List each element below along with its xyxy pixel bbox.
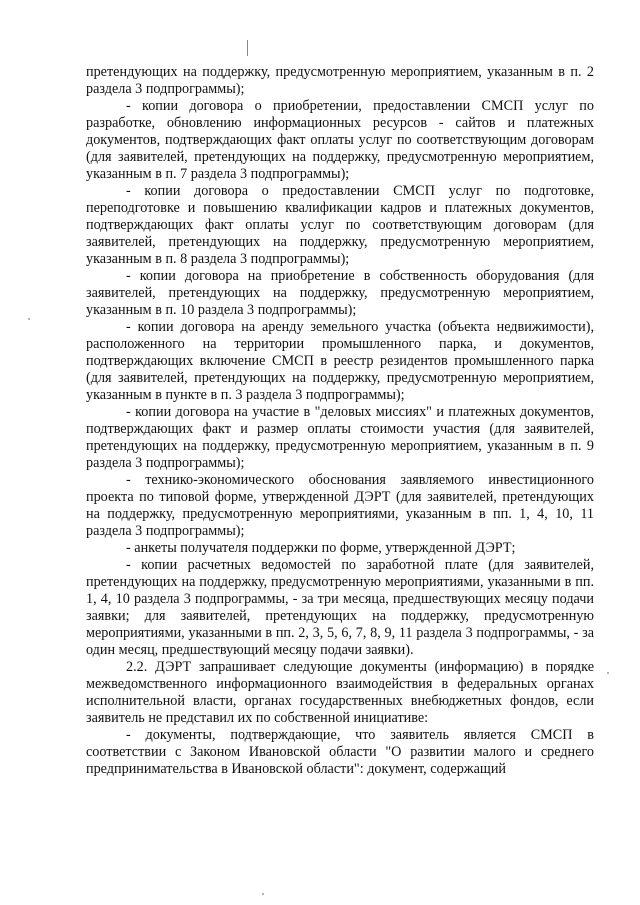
list-item-payroll-statements: - копии расчетных ведомостей по заработной плате (для заявителей, претендующих на поддержку, предусмотренную мероприятиями, указанными в пп. 1, 4, 10 раздела 3 подпрограммы, - за три месяца, предшествующих месяцу подачи заявки; для заявителей, претендующих на поддержку, предусмотренную мероприятиями, указанными в пп. 2, 3, 5, 6, 7, 8, 9, 11 раздела 3 подпрограммы, - за один месяц, предшествующий месяцу подачи заявки). xyxy=(86,557,594,658)
list-item-equipment-contract: - копии договора на приобретение в собственность оборудования (для заявителей, претендующих на поддержку, предусмотренную мероприятием, указанным в п. 10 раздела 3 подпрограммы); xyxy=(86,268,594,318)
scan-dot xyxy=(607,672,609,674)
list-item-smsp-status-documents: - документы, подтверждающие, что заявитель является СМСП в соответствии с Законом Ивановской области "О развитии малого и среднего предпринимательства в Ивановской области": документ, содержащий xyxy=(86,727,594,777)
scan-margin-mark xyxy=(247,40,248,56)
list-item-feasibility-study: - технико-экономического обоснования заявляемого инвестиционного проекта по типовой форме, утвержденной ДЭРТ (для заявителей, претендующих на поддержку, предусмотренную мероприятиями, указанным в пп. 1, 4, 10, 11 раздела 3 подпрограммы); xyxy=(86,472,594,539)
list-item-website-contract: - копии договора о приобретении, предоставлении СМСП услуг по разработке, обновлению информационных ресурсов - сайтов и платежных документов, подтверждающих факт оплаты услуг по соответствующим договорам (для заявителей, претендующих на поддержку, предусмотренную мероприятием, указанным в п. 7 раздела 3 подпрограммы); xyxy=(86,98,594,182)
paragraph-continuation: претендующих на поддержку, предусмотренную мероприятием, указанным в п. 2 раздела 3 подпрограммы); xyxy=(86,64,594,97)
list-item-training-contract: - копии договора о предоставлении СМСП услуг по подготовке, переподготовке и повышению квалификации кадров и платежных документов, подтверждающих факт оплаты услуг по соответствующим договорам (для заявителей, претендующих на поддержку, предусмотренную мероприятием, указанным в п. 8 раздела 3 подпрограммы); xyxy=(86,183,594,267)
section-2-2-paragraph: 2.2. ДЭРТ запрашивает следующие документы (информацию) в порядке межведомственного информационного взаимодействия в федеральных органах исполнительной власти, органах государственных внебюджетных фондов, если заявитель не представил их по собственной инициативе: xyxy=(86,659,594,726)
list-item-land-lease-contract: - копии договора на аренду земельного участка (объекта недвижимости), расположенного на территории промышленного парка, и документов, подтверждающих включение СМСП в реестр резидентов промышленного парка (для заявителей, претендующих на поддержку, предусмотренную мероприятием, указанным в пункте в п. 3 раздела 3 подпрограммы); xyxy=(86,319,594,403)
list-item-business-missions-contract: - копии договора на участие в "деловых миссиях" и платежных документов, подтверждающих факт и размер оплаты стоимости участия (для заявителей, претендующих на поддержку, предусмотренную мероприятием, указанным в п. 9 раздела 3 подпрограммы); xyxy=(86,404,594,471)
document-body xyxy=(86,64,594,778)
list-item-questionnaire: - анкеты получателя поддержки по форме, утвержденной ДЭРТ; xyxy=(126,540,516,556)
scan-dot xyxy=(262,893,264,895)
scan-dot xyxy=(28,318,30,320)
